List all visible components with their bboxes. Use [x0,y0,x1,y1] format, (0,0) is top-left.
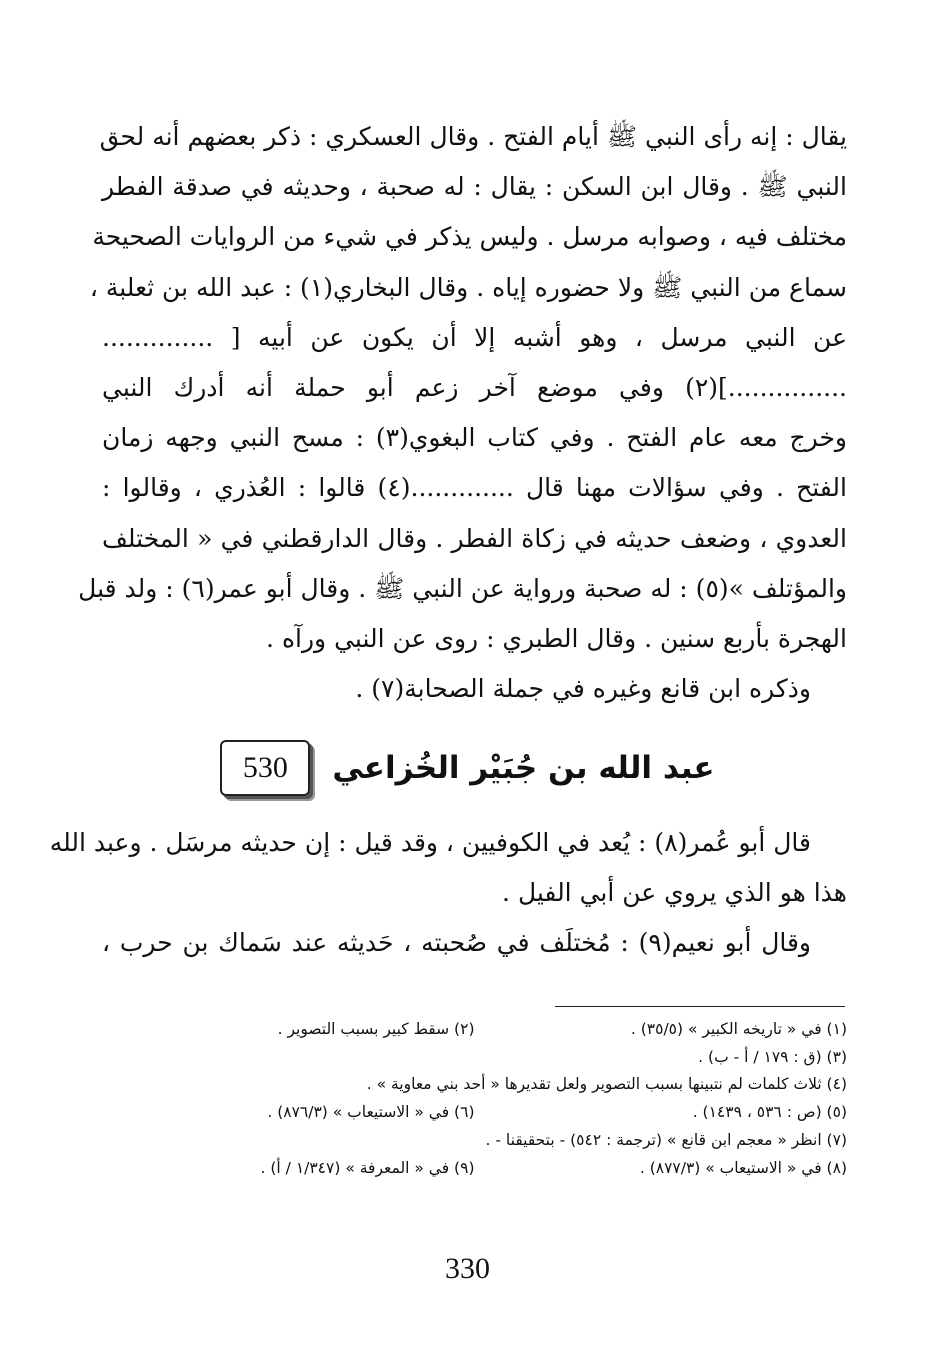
entry-number-box: 530 [220,740,310,796]
footnote-row [102,1127,847,1155]
footnote-7: (٧) انظر « معجم ابن قانع » (ترجمة : ٥٤٢) - بتحقيقنا - . [485,1130,847,1149]
text-line: وذكره ابن قانع وغيره في جملة الصحابة(٧) . [355,674,811,704]
text-line: يقال : إنه رأى النبي ﷺ أيام الفتح . وقال العسكري : ذكر بعضهم أنه لحق [99,122,847,151]
text-line: سماع من النبي ﷺ ولا حضوره إياه . وقال البخاري(١) : عبد الله بن ثعلبة ، [89,272,847,302]
text-line: مختلف فيه ، وصوابه مرسل . وليس يذكر في شيء من الروايات الصحيحة [92,222,847,252]
footnote-3: (٣) (ق : ١٧٩ / أ - ب) . [698,1047,847,1066]
text-line: والمؤتلف »(٥) : له صحبة ورواية عن النبي ﷺ . وقال أبو عمر(٦) : ولد قبل [78,573,847,603]
text-line: الفتح . وفي سؤالات مهنا قال .............(٤) قالوا : العُذري ، وقالوا : [102,473,847,503]
footnote-separator [555,1006,845,1007]
footnote-9: (٩) في « المعرفة » (١/٣٤٧ / أ) . [260,1158,475,1177]
text-line: العدوي ، وضعف حديثه في زكاة الفطر . وقال الدارقطني في « المختلف [102,523,847,553]
footnote-6: (٦) في « الاستيعاب » (٨٧٦/٣) . [267,1103,475,1122]
entry-title: عبد الله بن جُبَيْر الخُزاعي [332,750,715,786]
paragraph-1 [78,112,848,714]
text-line: قال أبو عُمر(٨) : يُعد في الكوفيين ، وقد قيل : إن حديثه مرسَل . وعبد الله [49,828,811,857]
footnote-row [102,1044,847,1072]
footnote-8: (٨) في « الاستيعاب » (٨٧٧/٣) . [639,1158,847,1177]
footnote-row [102,1099,847,1127]
page-number: 330 [445,1252,490,1285]
entry-heading [0,735,935,801]
text-line: ...............](٢) وفي موضع آخر زعم أبو حملة أنه أدرك النبي [102,373,847,403]
text-line: عن النبي مرسل ، وهو أشبه إلا أن يكون عن أبيه [ .............. [102,322,847,352]
paragraph-2 [49,818,847,969]
footnote-row [102,1155,847,1183]
text-line: هذا هو الذي يروي عن أبي الفيل . [502,878,847,908]
footnote-row [102,1016,847,1044]
footnotes [102,1016,847,1182]
text-line: وخرج معه عام الفتح . وفي كتاب البغوي(٣) : مسح النبي وجهه زمان [102,423,848,453]
text-line: وقال أبو نعيم(٩) : مُختلَف في صُحبته ، حَديثه عند سَماك بن حرب ، [102,928,811,958]
footnote-1: (١) في « تاريخه الكبير » (٣٥/٥) . [630,1020,847,1038]
footnote-5: (٥) (ص : ٥٣٦ ، ١٤٣٩) . [692,1103,847,1122]
footnote-row [102,1071,847,1099]
footnote-2: (٢) سقط كبير بسبب التصوير . [277,1020,475,1038]
footnote-4: (٤) ثلاث كلمات لم نتبينها بسبب التصوير ولعل تقديرها « أحد بني معاوية » . [366,1075,847,1094]
text-line: النبي ﷺ . وقال ابن السكن : يقال : له صحبة ، وحديثه في صدقة الفطر [102,172,847,202]
text-line: الهجرة بأربع سنين . وقال الطبري : روى عن النبي ورآه . [266,624,847,654]
